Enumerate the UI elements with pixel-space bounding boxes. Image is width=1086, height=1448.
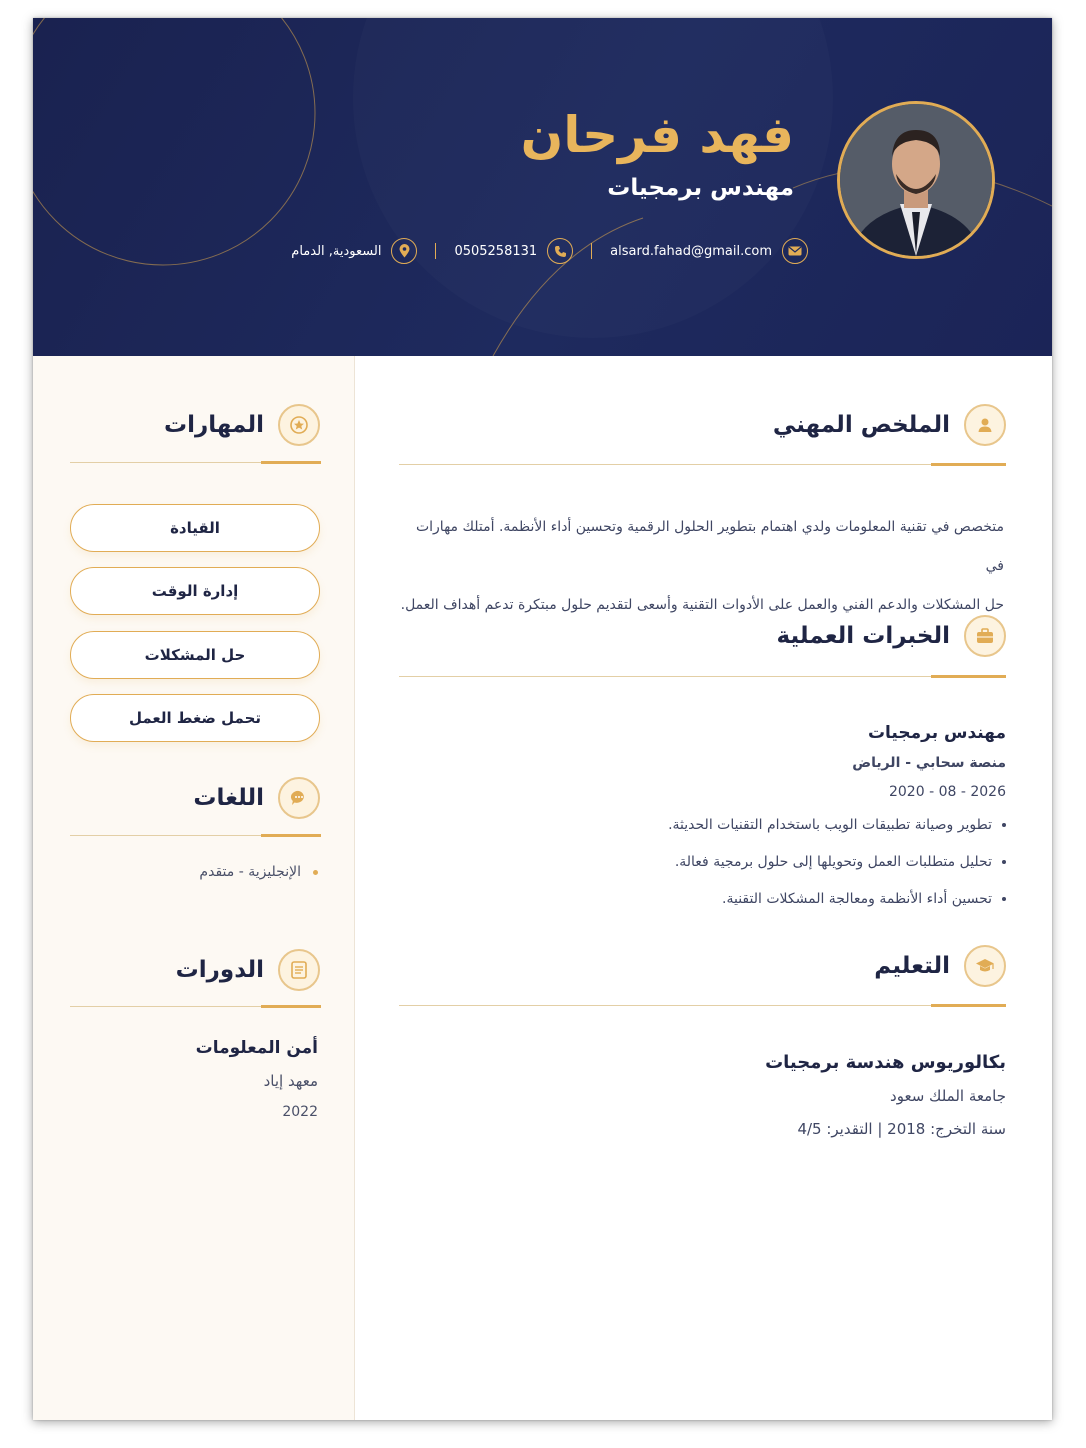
- education-title: التعليم: [874, 953, 950, 979]
- main-content: [355, 356, 1052, 1420]
- summary-line: حل المشكلات والدعم الفني والعمل على الأدوات التقنية وأسعى لتقديم حلول مبتكرة تدعم أهداف العمل.: [400, 597, 1004, 613]
- phone-text: 0505258131: [454, 243, 538, 259]
- experience-period: 2026 - 08 - 2020: [888, 784, 1006, 800]
- profile-photo: [837, 101, 995, 259]
- phone-icon: [547, 238, 573, 264]
- experience-bullet: [668, 817, 1006, 833]
- course-year: 2022: [282, 1104, 318, 1120]
- bullet-dot: [313, 870, 318, 875]
- bullet-text: تحليل متطلبات العمل وتحويلها إلى حلول برمجية فعالة.: [674, 854, 992, 870]
- contact-divider: [435, 243, 436, 259]
- graduation-cap-icon: [964, 945, 1006, 987]
- user-icon: [964, 404, 1006, 446]
- experience-role: مهندس برمجيات: [867, 723, 1006, 743]
- candidate-title: مهندس برمجيات: [607, 175, 794, 201]
- skill-pill: حل المشكلات: [70, 631, 320, 679]
- course-institute: معهد إياد: [263, 1072, 318, 1090]
- star-badge-icon: [278, 404, 320, 446]
- languages-heading: [193, 777, 320, 819]
- summary-title: الملخص المهني: [772, 412, 950, 438]
- contact-email[interactable]: [610, 238, 808, 264]
- education-university: جامعة الملك سعود: [890, 1087, 1006, 1105]
- languages-title: اللغات: [193, 785, 264, 811]
- resume-header: [33, 18, 1052, 356]
- skill-pill: إدارة الوقت: [70, 567, 320, 615]
- summary-paragraph: [394, 508, 1004, 625]
- bullet-dot: [1002, 823, 1006, 827]
- bullet-text: تطوير وصيانة تطبيقات الويب باستخدام التقنيات الحديثة.: [668, 817, 992, 833]
- courses-title: الدورات: [175, 957, 264, 983]
- experience-company: منصة سحابي - الرياض: [852, 755, 1006, 771]
- resume-page: [33, 18, 1052, 1420]
- bullet-dot: [1002, 897, 1006, 901]
- summary-heading: [773, 404, 1006, 446]
- sidebar: [33, 356, 355, 1420]
- skill-pill: القيادة: [70, 504, 320, 552]
- summary-line: متخصص في تقنية المعلومات ولدي اهتمام بتطوير الحلول الرقمية وتحسين أداء الأنظمة. أمتلك مهارات في: [415, 519, 1004, 574]
- skills-heading: [164, 404, 320, 446]
- contact-phone[interactable]: [454, 238, 573, 264]
- education-heading: [874, 945, 1006, 987]
- location-text: السعودية, الدمام: [291, 243, 382, 259]
- profile-avatar: [840, 104, 992, 256]
- experience-title: الخبرات العملية: [776, 623, 950, 649]
- skills-rule: [70, 462, 321, 463]
- courses-rule: [70, 1006, 321, 1007]
- skills-title: المهارات: [164, 412, 264, 438]
- summary-rule: [399, 464, 1006, 465]
- book-icon: [278, 949, 320, 991]
- experience-bullet: [675, 854, 1006, 870]
- education-details: سنة التخرج: 2018 | التقدير: 4/5: [797, 1120, 1006, 1138]
- contact-divider: [591, 243, 592, 259]
- education-degree: بكالوريوس هندسة برمجيات: [765, 1052, 1006, 1073]
- experience-rule: [399, 676, 1006, 677]
- chat-bubble-icon: [278, 777, 320, 819]
- bullet-text: تحسين أداء الأنظمة ومعالجة المشكلات التقنية.: [722, 891, 992, 907]
- skill-pill: تحمل ضغط العمل: [70, 694, 320, 742]
- language-item: [199, 864, 318, 880]
- email-text: alsard.fahad@gmail.com: [610, 243, 772, 259]
- language-text: الإنجليزية - متقدم: [199, 864, 301, 880]
- experience-bullet: [722, 891, 1006, 907]
- location-pin-icon: [391, 238, 417, 264]
- contact-bar: [291, 238, 808, 264]
- education-rule: [399, 1005, 1006, 1006]
- candidate-name: فهد فرحان: [520, 106, 794, 164]
- envelope-icon: [782, 238, 808, 264]
- languages-rule: [70, 835, 321, 836]
- briefcase-icon: [964, 615, 1006, 657]
- contact-location: [291, 238, 417, 264]
- course-name: أمن المعلومات: [195, 1038, 318, 1058]
- courses-heading: [176, 949, 320, 991]
- experience-heading: [777, 615, 1006, 657]
- bullet-dot: [1002, 860, 1006, 864]
